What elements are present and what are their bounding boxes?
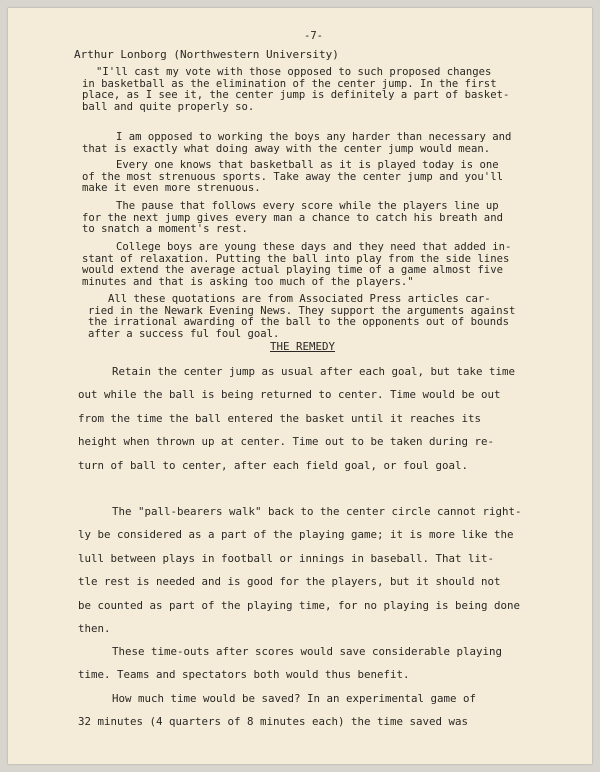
text-line: I am opposed to working the boys any harder than necessary and (116, 131, 512, 143)
text-line: in basketball as the elimination of the center jump. In the first (82, 77, 497, 90)
text-line: The "pall-bearers walk" back to the center circle cannot right- (112, 505, 522, 518)
remedy-paragraph-retain-jump (78, 360, 515, 477)
text-line: time. Teams and spectators both would thus benefit. (78, 668, 410, 682)
text-line: from the time the ball entered the basket until it reaches its (78, 411, 482, 425)
text-line: would extend the average actual playing time of a game almost five (82, 264, 503, 277)
text-line: make it even more strenuous. (82, 182, 261, 195)
text-line: ly be considered as a part of the playing game; it is more like the (78, 528, 514, 542)
page-number: -7- (304, 30, 323, 42)
text-line: How much time would be saved? In an experimental game of (112, 692, 477, 705)
remedy-paragraph-time-saved (78, 687, 476, 734)
text-line: The pause that follows every score while the players line up (116, 200, 499, 212)
text-line: All these quotations are from Associated Press articles car- (108, 293, 491, 305)
section-heading-remedy: THE REMEDY (270, 340, 336, 353)
quote-paragraph-strenuous (82, 160, 503, 195)
remedy-paragraph-time-outs (78, 640, 502, 687)
quote-paragraph-working-boys (82, 132, 511, 155)
text-line: after a success ful foul goal. (88, 327, 280, 340)
text-line: turn of ball to center, after each field goal, or foul goal. (78, 458, 469, 472)
text-line: Retain the center jump as usual after each goal, but take time (112, 365, 516, 378)
text-line: height when thrown up at center. Time out to be taken during re- (78, 435, 495, 449)
text-line: out while the ball is being returned to center. Time would be out (78, 388, 501, 402)
author-attribution: Arthur Lonborg (Northwestern University) (74, 48, 339, 61)
text-line: These time-outs after scores would save considerable playing (112, 645, 503, 658)
text-line: Every one knows that basketball as it is played today is one (116, 159, 499, 171)
text-line: of the most strenuous sports. Take away the center jump and you'll (82, 170, 503, 183)
text-line: ried in the Newark Evening News. They support the arguments against (88, 304, 516, 317)
text-line: the irrational awarding of the ball to the opponents out of bounds (88, 316, 509, 329)
quote-paragraph-college-boys (82, 242, 511, 288)
text-line: place, as I see it, the center jump is definitely a part of basket- (82, 89, 510, 102)
remedy-paragraph-pall-bearers (78, 500, 522, 640)
quote-paragraph-pause (82, 201, 503, 236)
text-line: lull between plays in football or innings in baseball. That lit- (78, 551, 495, 565)
text-line: ball and quite properly so. (82, 100, 255, 113)
text-line: stant of relaxation. Putting the ball into play from the side lines (82, 252, 510, 265)
quote-paragraph-center-jump (82, 67, 509, 113)
text-line: for the next jump gives every man a chance to catch his breath and (82, 211, 503, 224)
sources-paragraph (82, 294, 515, 340)
text-line: College boys are young these days and they need that added in- (116, 241, 512, 253)
text-line: "I'll cast my vote with those opposed to such proposed changes (96, 66, 492, 78)
text-line: that is exactly what doing away with the center jump would mean. (82, 142, 491, 155)
text-line: tle rest is needed and is good for the players, but it should not (78, 575, 501, 589)
text-line: to snatch a moment's rest. (82, 223, 248, 236)
text-line: then. (78, 622, 111, 636)
text-line: be counted as part of the playing time, for no playing is being done (78, 598, 521, 612)
text-line: minutes and that is asking too much of the players." (82, 275, 414, 288)
text-line: 32 minutes (4 quarters of 8 minutes each) the time saved was (78, 715, 469, 729)
typewritten-page (8, 8, 592, 764)
